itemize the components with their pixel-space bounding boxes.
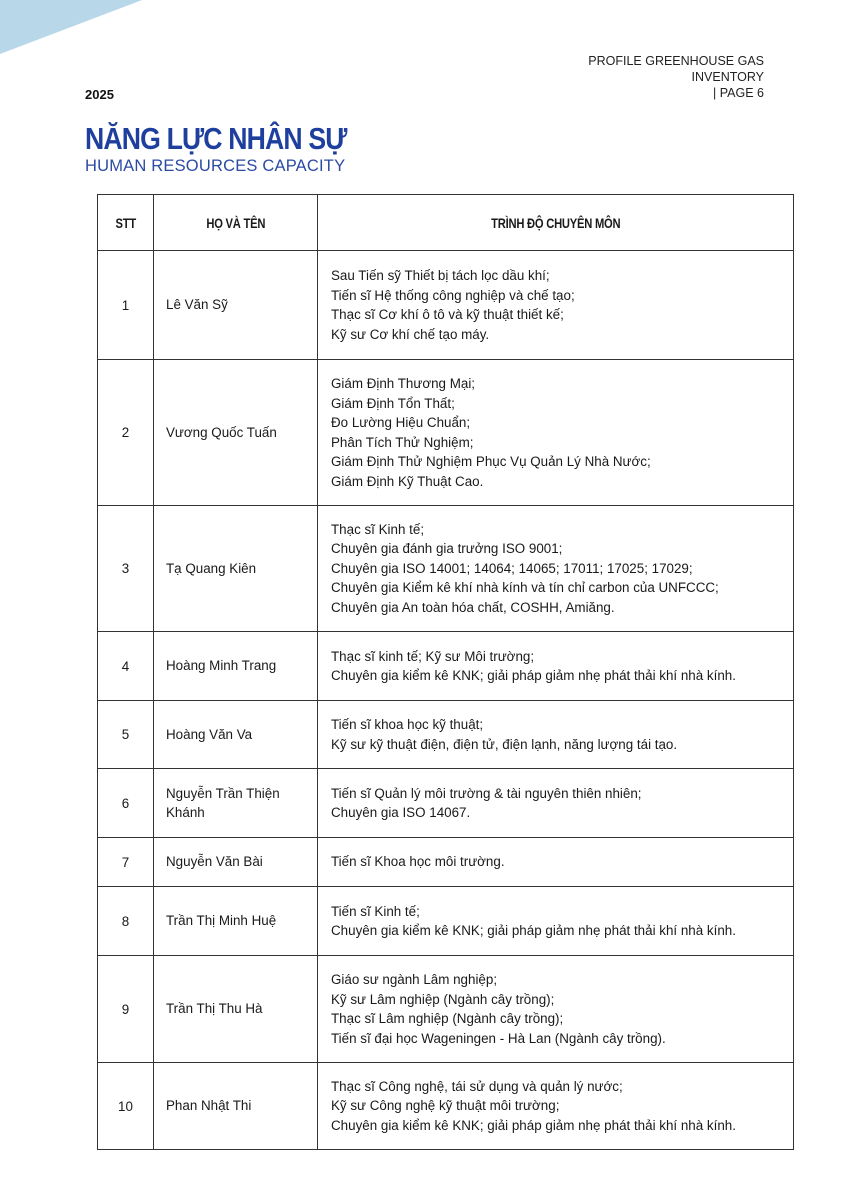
table-body bbox=[98, 251, 794, 1150]
qualifications-cell bbox=[318, 887, 794, 956]
qualification-line: Chuyên gia An toàn hóa chất, COSHH, Amiăng. bbox=[331, 599, 615, 615]
table-row bbox=[98, 1063, 794, 1150]
row-number: 10 bbox=[98, 1063, 154, 1150]
row-number: 4 bbox=[98, 632, 154, 701]
row-number: 7 bbox=[98, 838, 154, 887]
document-title-line-2: INVENTORY bbox=[691, 70, 764, 84]
qualification-line: Tiến sĩ Kinh tế; bbox=[331, 903, 420, 919]
table-row bbox=[98, 887, 794, 956]
page-number: | PAGE 6 bbox=[713, 86, 764, 100]
column-header-stt: STT bbox=[98, 195, 154, 251]
qualifications-cell bbox=[318, 956, 794, 1063]
qualification-line: Chuyên gia kiểm kê KNK; giải pháp giảm nhẹ phát thải khí nhà kính. bbox=[331, 1117, 736, 1133]
table-row bbox=[98, 360, 794, 506]
qualification-line: Tiến sĩ Khoa học môi trường. bbox=[331, 854, 505, 870]
table-header-row bbox=[98, 195, 794, 251]
qualification-line: Giám Định Kỹ Thuật Cao. bbox=[331, 473, 484, 489]
table-row bbox=[98, 506, 794, 632]
staff-name: Hoàng Văn Va bbox=[154, 701, 318, 769]
column-header-name: HỌ VÀ TÊN bbox=[154, 195, 318, 251]
qualification-line: Giám Định Thương Mại; bbox=[331, 376, 476, 391]
qualifications-cell bbox=[318, 769, 794, 838]
qualification-line: Kỹ sư Công nghệ kỹ thuật môi trường; bbox=[331, 1098, 560, 1114]
document-header bbox=[588, 53, 764, 101]
qualification-line: Giám Định Thử Nghiệm Phục Vụ Quản Lý Nhà Nước; bbox=[331, 454, 651, 469]
qualification-line: Giáo sư ngành Lâm nghiệp; bbox=[331, 972, 498, 987]
document-title-line-1: PROFILE GREENHOUSE GAS bbox=[588, 54, 764, 68]
staff-name: Nguyễn Trần Thiện Khánh bbox=[154, 769, 318, 838]
qualification-line: Tiến sĩ Quản lý môi trường & tài nguyên thiên nhiên; bbox=[331, 785, 642, 801]
page-title: NĂNG LỰC NHÂN SỰ bbox=[85, 121, 347, 156]
qualifications-cell bbox=[318, 360, 794, 506]
qualification-line: Thạc sĩ Kinh tế; bbox=[331, 521, 425, 537]
qualification-line: Chuyên gia Kiểm kê khí nhà kính và tín chỉ carbon của UNFCCC; bbox=[331, 580, 719, 596]
table-row bbox=[98, 838, 794, 887]
human-resources-table bbox=[97, 194, 794, 1150]
row-number: 1 bbox=[98, 251, 154, 360]
qualifications-cell bbox=[318, 251, 794, 360]
qualification-line: Thạc sĩ Cơ khí ô tô và kỹ thuật thiết kế; bbox=[331, 307, 564, 322]
staff-name: Trần Thị Thu Hà bbox=[154, 956, 318, 1063]
qualification-line: Chuyên gia ISO 14001; 14064; 14065; 17011; 17025; 17029; bbox=[331, 560, 693, 576]
staff-name: Phan Nhật Thi bbox=[154, 1063, 318, 1150]
row-number: 2 bbox=[98, 360, 154, 506]
qualification-line: Chuyên gia kiểm kê KNK; giải pháp giảm nhẹ phát thải khí nhà kính. bbox=[331, 668, 736, 683]
qualification-line: Tiến sĩ đại học Wageningen - Hà Lan (Ngành cây trồng). bbox=[331, 1030, 666, 1046]
qualification-line: Chuyên gia đánh gia trưởng ISO 9001; bbox=[331, 541, 563, 557]
table-row bbox=[98, 956, 794, 1063]
qualification-line: Tiến sĩ khoa học kỹ thuật; bbox=[331, 717, 484, 732]
report-year: 2025 bbox=[85, 87, 114, 102]
row-number: 8 bbox=[98, 887, 154, 956]
staff-name: Vương Quốc Tuấn bbox=[154, 360, 318, 506]
row-number: 6 bbox=[98, 769, 154, 838]
table-row bbox=[98, 251, 794, 360]
row-number: 5 bbox=[98, 701, 154, 769]
row-number: 3 bbox=[98, 506, 154, 632]
staff-name: Lê Văn Sỹ bbox=[154, 251, 318, 360]
qualification-line: Tiến sĩ Hệ thống công nghiệp và chế tạo; bbox=[331, 287, 575, 303]
corner-decoration bbox=[0, 0, 160, 60]
qualification-line: Chuyên gia kiểm kê KNK; giải pháp giảm nhẹ phát thải khí nhà kính. bbox=[331, 923, 736, 938]
column-header-qualifications: TRÌNH ĐỘ CHUYÊN MÔN bbox=[318, 195, 794, 251]
qualification-line: Kỹ sư kỹ thuật điện, điện tử, điện lạnh, năng lượng tái tạo. bbox=[331, 736, 678, 752]
row-number: 9 bbox=[98, 956, 154, 1063]
qualifications-cell bbox=[318, 1063, 794, 1150]
qualification-line: Giám Định Tổn Thất; bbox=[331, 395, 455, 411]
table-row bbox=[98, 701, 794, 769]
table-row bbox=[98, 632, 794, 701]
qualification-line: Đo Lường Hiệu Chuẩn; bbox=[331, 415, 471, 430]
staff-name: Hoàng Minh Trang bbox=[154, 632, 318, 701]
staff-name: Nguyễn Văn Bài bbox=[154, 838, 318, 887]
qualification-line: Kỹ sư Lâm nghiệp (Ngành cây trồng); bbox=[331, 991, 555, 1007]
qualification-line: Kỹ sư Cơ khí chế tạo máy. bbox=[331, 326, 490, 342]
staff-name: Trần Thị Minh Huệ bbox=[154, 887, 318, 956]
qualification-line: Chuyên gia ISO 14067. bbox=[331, 805, 471, 820]
qualification-line: Thạc sĩ Công nghệ, tái sử dụng và quản lý nước; bbox=[331, 1078, 623, 1094]
qualifications-cell bbox=[318, 632, 794, 701]
table-row bbox=[98, 769, 794, 838]
page-subtitle: HUMAN RESOURCES CAPACITY bbox=[85, 157, 346, 175]
qualification-line: Phân Tích Thử Nghiệm; bbox=[331, 434, 474, 450]
qualification-line: Sau Tiến sỹ Thiết bị tách lọc dầu khí; bbox=[331, 268, 550, 283]
qualifications-cell bbox=[318, 506, 794, 632]
qualification-line: Thạc sĩ kinh tế; Kỹ sư Môi trường; bbox=[331, 648, 535, 664]
qualifications-cell bbox=[318, 838, 794, 887]
staff-name: Tạ Quang Kiên bbox=[154, 506, 318, 632]
qualifications-cell bbox=[318, 701, 794, 769]
qualification-line: Thạc sĩ Lâm nghiệp (Ngành cây trồng); bbox=[331, 1011, 564, 1026]
